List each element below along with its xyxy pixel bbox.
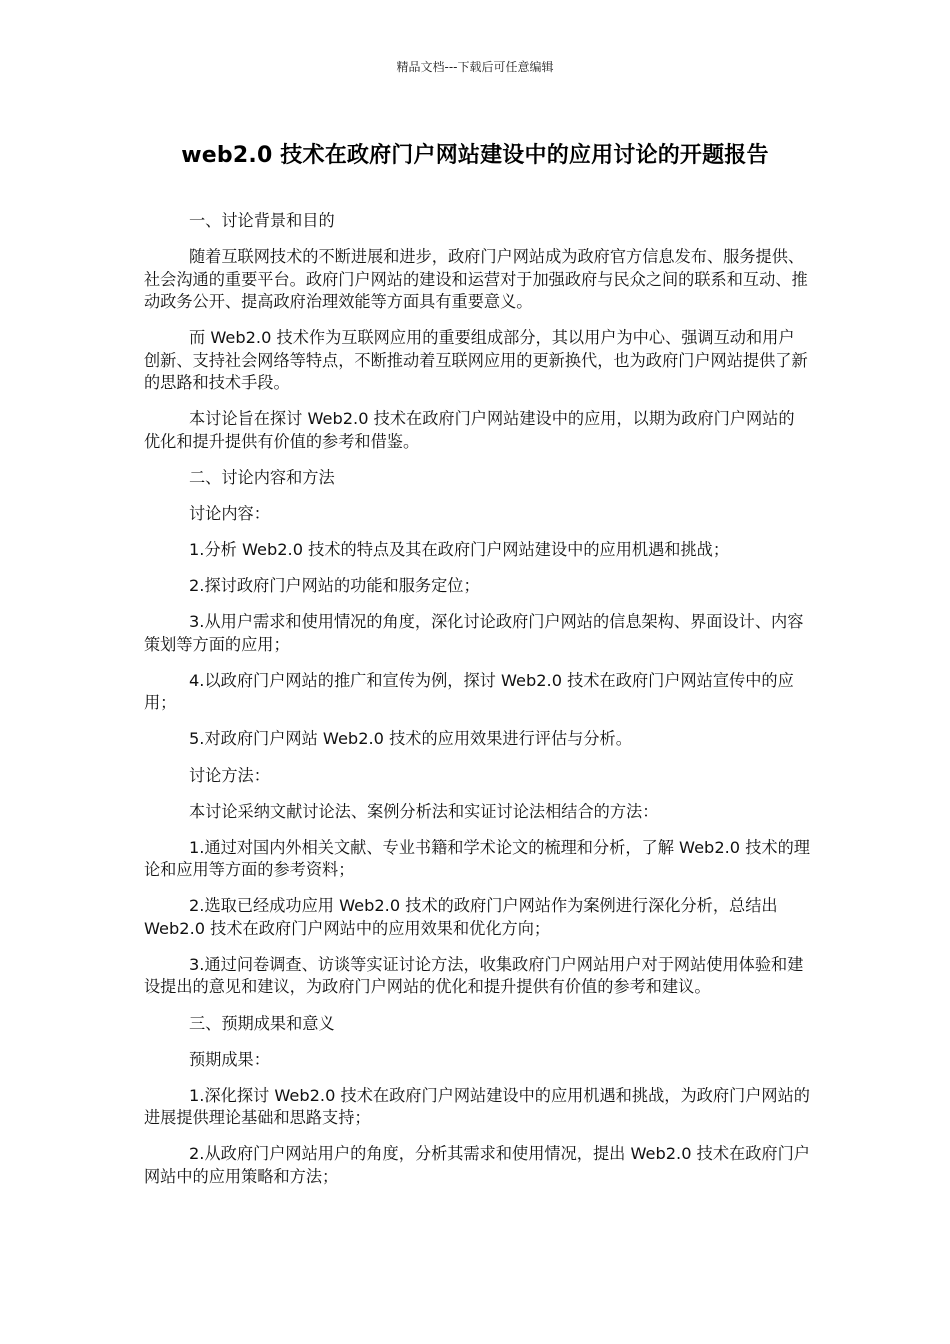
list-item: 2.选取已经成功应用 Web2.0 技术的政府门户网站作为案例进行深化分析，总结出 Web2.0 技术在政府门户网站中的应用效果和优化方向；: [144, 896, 778, 938]
list-item: 1.分析 Web2.0 技术的特点及其在政府门户网站建设中的应用机遇和挑战；: [189, 540, 730, 560]
document-body: [144, 210, 810, 1202]
paragraph: 本讨论旨在探讨 Web2.0 技术在政府门户网站建设中的应用，以期为政府门户网站的优化和提升提供有价值的参考和借鉴。: [144, 409, 795, 451]
list-item: 1.通过对国内外相关文献、专业书籍和学术论文的梳理和分析，了解 Web2.0 技术的理论和应用等方面的参考资料；: [144, 837, 810, 880]
paragraph: 本讨论采纳文献讨论法、案例分析法和实证讨论法相结合的方法：: [189, 801, 659, 821]
subheading-method: 讨论方法：: [189, 765, 270, 785]
list-item: 3.通过问卷调查、访谈等实证讨论方法，收集政府门户网站用户对于网站使用体验和建设提出的意见和建议，为政府门户网站的优化和提升提供有价值的参考和建议。: [144, 954, 804, 997]
page-header: 精品文档---下载后可任意编辑: [396, 60, 554, 74]
list-item: 2.探讨政府门户网站的功能和服务定位；: [189, 576, 480, 596]
list-item: 2.从政府门户网站用户的角度，分析其需求和使用情况，提出 Web2.0 技术在政府门户网站中的应用策略和方法；: [144, 1144, 810, 1186]
list-item: 5.对政府门户网站 Web2.0 技术的应用效果进行评估与分析。: [189, 729, 632, 749]
section-heading-outcomes: 三、预期成果和意义: [189, 1013, 335, 1033]
document-title: web2.0 技术在政府门户网站建设中的应用讨论的开题报告: [181, 143, 769, 168]
section-heading-background: 一、讨论背景和目的: [189, 211, 335, 230]
subheading-content: 讨论内容：: [189, 503, 270, 523]
list-item: 4.以政府门户网站的推广和宣传为例，探讨 Web2.0 技术在政府门户网站宣传中的应用；: [144, 670, 794, 713]
list-item: 1.深化探讨 Web2.0 技术在政府门户网站建设中的应用机遇和挑战，为政府门户网站的进展提供理论基础和思路支持；: [144, 1085, 810, 1128]
paragraph: 随着互联网技术的不断进展和进步，政府门户网站成为政府官方信息发布、服务提供、社会沟通的重要平台。政府门户网站的建设和运营对于加强政府与民众之间的联系和互动、推动政务公开、提高政府治理效能等方面具有重要意义。: [144, 247, 808, 312]
subheading-outcomes: 预期成果：: [189, 1049, 270, 1069]
paragraph: 而 Web2.0 技术作为互联网应用的重要组成部分，其以用户为中心、强调互动和用户创新、支持社会网络等特点，不断推动着互联网应用的更新换代，也为政府门户网站提供了新的思路和技术手段。: [144, 328, 808, 393]
list-item: 3.从用户需求和使用情况的角度，深化讨论政府门户网站的信息架构、界面设计、内容策划等方面的应用；: [144, 612, 804, 654]
section-heading-content-method: 二、讨论内容和方法: [189, 467, 335, 487]
